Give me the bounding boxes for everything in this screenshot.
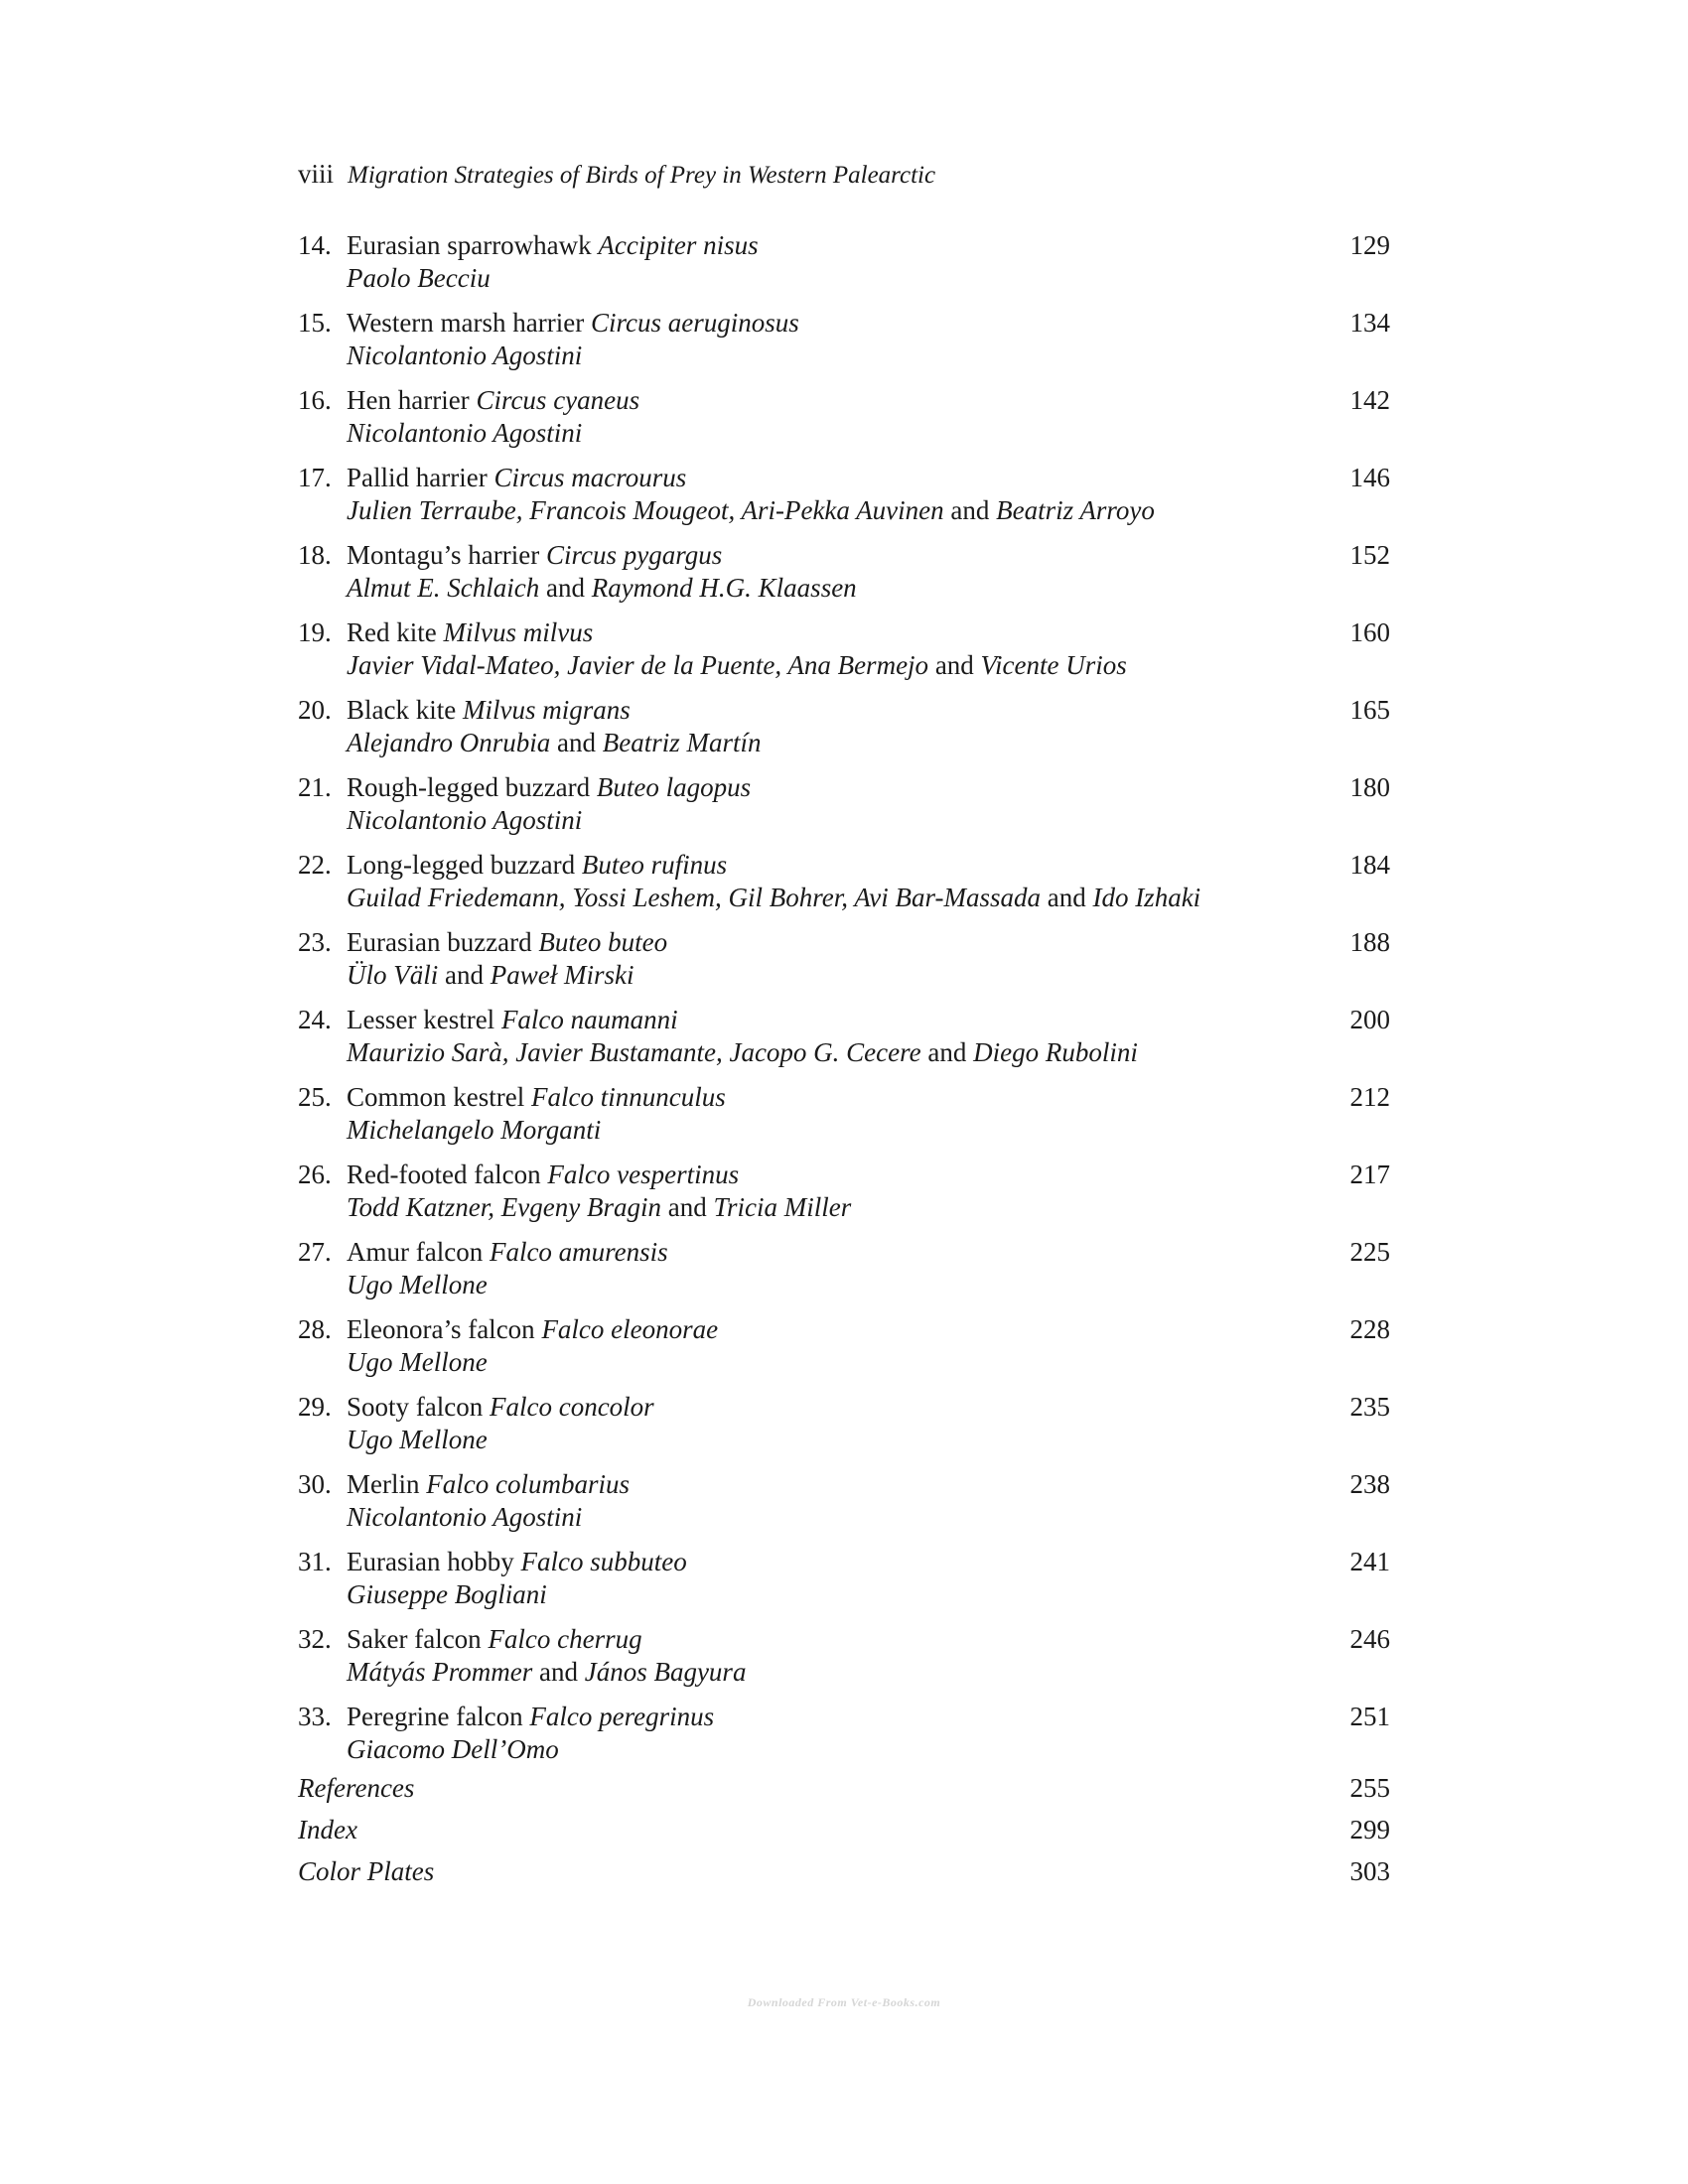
page-number: 129 xyxy=(1349,230,1390,260)
chapter-title xyxy=(347,1081,726,1114)
common-name: Montagu’s harrier xyxy=(347,540,540,570)
page-number: 299 xyxy=(1349,1815,1390,1844)
author-name: Beatriz Arroyo xyxy=(996,495,1155,525)
author-name: Mátyás Prommer xyxy=(347,1657,533,1687)
author-name: Nicolantonio Agostini xyxy=(347,418,583,448)
chapter-number: 22. xyxy=(298,850,332,880)
page-number: 255 xyxy=(1349,1773,1390,1803)
toc-entry xyxy=(298,1004,1390,1081)
chapter-number: 20. xyxy=(298,695,332,725)
page-number: 152 xyxy=(1349,540,1390,570)
chapter-title xyxy=(347,1623,642,1656)
chapter-number: 25. xyxy=(298,1082,332,1112)
common-name: Hen harrier xyxy=(347,385,470,415)
toc-entry xyxy=(298,849,1390,926)
back-matter-entry xyxy=(298,1814,1390,1855)
book-title: Migration Strategies of Birds of Prey in Western Palearctic xyxy=(348,162,936,189)
chapter-number: 21. xyxy=(298,772,332,802)
author-separator: and xyxy=(928,650,981,680)
toc-entry xyxy=(298,1546,1390,1623)
author-name: Beatriz Martín xyxy=(602,728,762,757)
chapter-authors xyxy=(347,262,491,295)
chapter-title xyxy=(347,384,639,417)
latin-name: Falco columbarius xyxy=(426,1469,630,1499)
toc-entries xyxy=(298,229,1390,1778)
page-number: 217 xyxy=(1349,1160,1390,1189)
back-matter-label: Color Plates xyxy=(298,1856,435,1886)
page-number: 142 xyxy=(1349,385,1390,415)
latin-name: Falco eleonorae xyxy=(541,1314,719,1344)
author-name: Diego Rubolini xyxy=(973,1037,1138,1067)
chapter-authors xyxy=(347,959,633,992)
toc-entry xyxy=(298,926,1390,1004)
latin-name: Falco vespertinus xyxy=(547,1160,740,1189)
latin-name: Milvus milvus xyxy=(443,617,594,647)
page-number: 241 xyxy=(1349,1547,1390,1576)
chapter-number: 28. xyxy=(298,1314,332,1344)
chapter-number: 31. xyxy=(298,1547,332,1576)
chapter-number: 19. xyxy=(298,617,332,647)
chapter-title xyxy=(347,694,631,727)
toc-entry xyxy=(298,1081,1390,1159)
chapter-authors xyxy=(347,649,1127,682)
author-separator: and xyxy=(661,1192,714,1222)
chapter-title xyxy=(347,229,759,262)
chapter-authors xyxy=(347,1733,559,1766)
page-number: 160 xyxy=(1349,617,1390,647)
chapter-title xyxy=(347,1546,687,1578)
author-name: Ugo Mellone xyxy=(347,1347,488,1377)
chapter-authors xyxy=(347,572,857,605)
toc-entry xyxy=(298,771,1390,849)
chapter-authors xyxy=(347,1036,1138,1069)
author-name: Tricia Miller xyxy=(713,1192,852,1222)
latin-name: Falco peregrinus xyxy=(529,1702,715,1731)
page-number: 225 xyxy=(1349,1237,1390,1267)
author-name: János Bagyura xyxy=(584,1657,747,1687)
author-name: Ugo Mellone xyxy=(347,1425,488,1454)
page-number: 184 xyxy=(1349,850,1390,880)
toc-entry xyxy=(298,229,1390,307)
chapter-authors xyxy=(347,1269,488,1301)
chapter-authors xyxy=(347,1656,746,1689)
author-name: Raymond H.G. Klaassen xyxy=(591,573,857,603)
watermark: Downloaded From Vet-e-Books.com xyxy=(747,1995,941,2009)
chapter-number: 27. xyxy=(298,1237,332,1267)
page-number: 212 xyxy=(1349,1082,1390,1112)
back-matter-label: References xyxy=(298,1773,415,1803)
toc-entry xyxy=(298,1468,1390,1546)
common-name: Amur falcon xyxy=(347,1237,484,1267)
toc-entry xyxy=(298,1701,1390,1778)
latin-name: Falco concolor xyxy=(489,1392,654,1422)
latin-name: Falco subbuteo xyxy=(520,1547,687,1576)
chapter-authors xyxy=(347,417,582,450)
author-name: Ugo Mellone xyxy=(347,1270,488,1299)
chapter-title xyxy=(347,1004,678,1036)
back-matter-entry xyxy=(298,1855,1390,1897)
chapter-title xyxy=(347,771,751,804)
chapter-title xyxy=(347,1236,668,1269)
author-name: Almut E. Schlaich xyxy=(347,573,540,603)
author-name: Alejandro Onrubia xyxy=(347,728,551,757)
author-name: Javier Vidal-Mateo, Javier de la Puente, Ana Bermejo xyxy=(347,650,929,680)
chapter-number: 16. xyxy=(298,385,332,415)
table-of-contents xyxy=(298,229,1390,1897)
page-number: 303 xyxy=(1349,1856,1390,1886)
common-name: Eurasian sparrowhawk xyxy=(347,230,592,260)
page-folio: viii xyxy=(298,159,335,189)
chapter-number: 17. xyxy=(298,463,332,492)
chapter-title xyxy=(347,307,799,340)
back-matter-entry xyxy=(298,1772,1390,1814)
page-number: 228 xyxy=(1349,1314,1390,1344)
latin-name: Circus cyaneus xyxy=(476,385,640,415)
chapter-number: 32. xyxy=(298,1624,332,1654)
author-name: Julien Terraube, Francois Mougeot, Ari-Pekka Auvinen xyxy=(347,495,944,525)
author-name: Nicolantonio Agostini xyxy=(347,1502,583,1532)
author-separator: and xyxy=(920,1037,974,1067)
author-name: Giacomo Dell’Omo xyxy=(347,1734,559,1764)
toc-entry xyxy=(298,1313,1390,1391)
page-number: 251 xyxy=(1349,1702,1390,1731)
author-name: Paweł Mirski xyxy=(490,960,634,990)
toc-entry xyxy=(298,462,1390,539)
latin-name: Buteo rufinus xyxy=(581,850,728,880)
chapter-authors xyxy=(347,340,582,372)
chapter-number: 26. xyxy=(298,1160,332,1189)
author-name: Ido Izhaki xyxy=(1092,883,1201,912)
chapter-title xyxy=(347,539,722,572)
latin-name: Accipiter nisus xyxy=(598,230,759,260)
page-number: 200 xyxy=(1349,1005,1390,1034)
latin-name: Buteo lagopus xyxy=(596,772,752,802)
chapter-number: 33. xyxy=(298,1702,332,1731)
page-number: 188 xyxy=(1349,927,1390,957)
common-name: Red-footed falcon xyxy=(347,1160,541,1189)
page-number: 238 xyxy=(1349,1469,1390,1499)
common-name: Saker falcon xyxy=(347,1624,482,1654)
chapter-number: 14. xyxy=(298,230,332,260)
chapter-title xyxy=(347,1159,739,1191)
author-name: Nicolantonio Agostini xyxy=(347,805,583,835)
latin-name: Circus aeruginosus xyxy=(590,308,799,338)
latin-name: Falco cherrug xyxy=(488,1624,642,1654)
page-number: 246 xyxy=(1349,1624,1390,1654)
latin-name: Buteo buteo xyxy=(538,927,668,957)
toc-entry xyxy=(298,1391,1390,1468)
chapter-number: 24. xyxy=(298,1005,332,1034)
common-name: Eurasian buzzard xyxy=(347,927,532,957)
toc-entry xyxy=(298,616,1390,694)
latin-name: Circus macrourus xyxy=(493,463,687,492)
page-number: 235 xyxy=(1349,1392,1390,1422)
author-separator: and xyxy=(532,1657,585,1687)
author-separator: and xyxy=(550,728,603,757)
author-name: Guilad Friedemann, Yossi Leshem, Gil Bohrer, Avi Bar-Massada xyxy=(347,883,1041,912)
author-name: Ülo Väli xyxy=(347,960,439,990)
chapter-authors xyxy=(347,1191,851,1224)
author-name: Nicolantonio Agostini xyxy=(347,341,583,370)
author-name: Paolo Becciu xyxy=(347,263,491,293)
common-name: Western marsh harrier xyxy=(347,308,585,338)
chapter-title xyxy=(347,1701,714,1733)
author-name: Michelangelo Morganti xyxy=(347,1115,602,1145)
chapter-authors xyxy=(347,1578,547,1611)
common-name: Pallid harrier xyxy=(347,463,488,492)
toc-entry xyxy=(298,1623,1390,1701)
latin-name: Falco naumanni xyxy=(500,1005,678,1034)
page-number: 180 xyxy=(1349,772,1390,802)
chapter-authors xyxy=(347,1114,601,1147)
toc-entry xyxy=(298,384,1390,462)
page-number: 146 xyxy=(1349,463,1390,492)
page-number: 134 xyxy=(1349,308,1390,338)
common-name: Eurasian hobby xyxy=(347,1547,514,1576)
chapter-title xyxy=(347,926,667,959)
chapter-number: 30. xyxy=(298,1469,332,1499)
toc-entry xyxy=(298,539,1390,616)
toc-entry xyxy=(298,1236,1390,1313)
author-name: Giuseppe Bogliani xyxy=(347,1579,547,1609)
chapter-authors xyxy=(347,1501,582,1534)
chapter-number: 18. xyxy=(298,540,332,570)
author-name: Maurizio Sarà, Javier Bustamante, Jacopo G. Cecere xyxy=(347,1037,921,1067)
common-name: Red kite xyxy=(347,617,437,647)
common-name: Rough-legged buzzard xyxy=(347,772,591,802)
chapter-title xyxy=(347,616,593,649)
common-name: Black kite xyxy=(347,695,457,725)
chapter-number: 23. xyxy=(298,927,332,957)
toc-entry xyxy=(298,694,1390,771)
page-number: 165 xyxy=(1349,695,1390,725)
common-name: Long-legged buzzard xyxy=(347,850,576,880)
author-name: Todd Katzner, Evgeny Bragin xyxy=(347,1192,661,1222)
common-name: Sooty falcon xyxy=(347,1392,484,1422)
common-name: Peregrine falcon xyxy=(347,1702,523,1731)
common-name: Lesser kestrel xyxy=(347,1005,495,1034)
chapter-authors xyxy=(347,1346,488,1379)
author-separator: and xyxy=(943,495,997,525)
latin-name: Falco amurensis xyxy=(489,1237,668,1267)
author-separator: and xyxy=(1040,883,1093,912)
latin-name: Falco tinnunculus xyxy=(530,1082,726,1112)
author-name: Vicente Urios xyxy=(980,650,1127,680)
latin-name: Milvus migrans xyxy=(462,695,631,725)
chapter-title xyxy=(347,849,727,882)
chapter-authors xyxy=(347,1424,488,1456)
chapter-title xyxy=(347,1391,654,1424)
author-separator: and xyxy=(539,573,592,603)
author-separator: and xyxy=(438,960,491,990)
chapter-authors xyxy=(347,882,1200,914)
common-name: Common kestrel xyxy=(347,1082,525,1112)
chapter-number: 29. xyxy=(298,1392,332,1422)
chapter-authors xyxy=(347,494,1155,527)
latin-name: Circus pygargus xyxy=(545,540,723,570)
back-matter-label: Index xyxy=(298,1815,357,1844)
toc-entry xyxy=(298,1159,1390,1236)
chapter-title xyxy=(347,462,686,494)
chapter-authors xyxy=(347,804,582,837)
chapter-title xyxy=(347,1468,630,1501)
chapter-number: 15. xyxy=(298,308,332,338)
chapter-authors xyxy=(347,727,761,759)
chapter-title xyxy=(347,1313,718,1346)
common-name: Merlin xyxy=(347,1469,420,1499)
running-head xyxy=(298,159,935,190)
common-name: Eleonora’s falcon xyxy=(347,1314,535,1344)
toc-back-matter xyxy=(298,1772,1390,1897)
toc-entry xyxy=(298,307,1390,384)
